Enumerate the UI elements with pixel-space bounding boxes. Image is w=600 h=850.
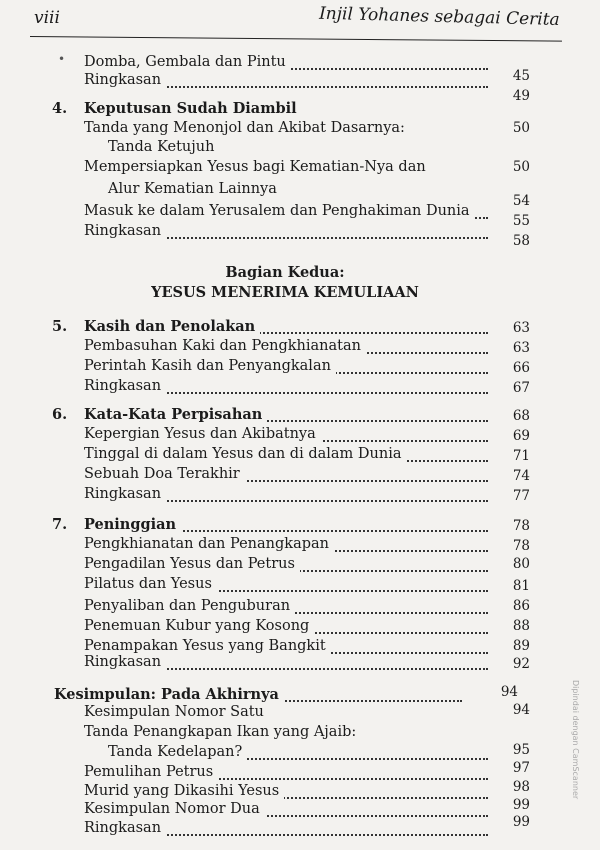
toc-entry: Penyaliban dan Penguburan 86 — [84, 598, 530, 614]
toc-entry: Pengadilan Yesus dan Petrus 80 — [84, 556, 530, 572]
page-numeral: viii — [34, 8, 60, 28]
toc-entry: Perintah Kasih dan Penyangkalan 66 — [84, 358, 530, 376]
toc-entry: Tanda Penangkapan Ikan yang Ajaib: — [84, 724, 530, 744]
chapter-title: Kasih dan Penolakan 63 — [84, 318, 530, 336]
toc-entry: Masuk ke dalam Yerusalem dan Penghakiman Dunia 55 — [84, 203, 530, 229]
header-rule — [30, 36, 562, 42]
running-title: Injil Yohanes sebagai Cerita — [319, 3, 561, 30]
toc-entry: Alur Kematian Lainnya 54 — [108, 181, 530, 209]
toc-entry: Sebuah Doa Terakhir 74 — [84, 466, 530, 484]
toc-entry: Tinggal di dalam Yesus dan di dalam Dunia 71 — [84, 446, 530, 464]
toc-entry: Ringkasan 77 — [84, 486, 530, 504]
chapter-number: 5. — [52, 318, 68, 335]
chapter-title: Keputusan Sudah Diambil — [84, 100, 530, 120]
toc-entry: Ringkasan 67 — [84, 378, 530, 396]
toc-entry: Ringkasan 99 — [84, 814, 530, 836]
toc-entry: Penemuan Kubur yang Kosong 88 — [84, 618, 530, 634]
toc-entry: Kepergian Yesus dan Akibatnya 69 — [84, 426, 530, 444]
toc-entry: Pilatus dan Yesus 81 — [84, 576, 530, 594]
toc-entry: Tanda Kedelapan? 95 — [108, 742, 530, 760]
chapter-number: 7. — [52, 516, 68, 533]
toc-entry: Kesimpulan Nomor Dua 99 — [84, 797, 530, 817]
conclusion-title: Kesimpulan: Pada Akhirnya 94 — [54, 684, 518, 703]
chapter-number: 4. — [52, 100, 68, 117]
part-label: Bagian Kedua: — [225, 264, 345, 281]
chapter-title: Kata-Kata Perpisahan 68 — [84, 406, 530, 424]
scanner-watermark: Dipindai dengan CamScanner — [571, 680, 580, 800]
chapter-title: Peninggian 78 — [84, 516, 530, 534]
toc-entry: Ringkasan 49 — [84, 72, 530, 104]
toc-entry: Mempersiapkan Yesus bagi Kematian-Nya dan 50 — [84, 159, 530, 175]
toc-entry: Tanda Ketujuh — [108, 139, 530, 159]
toc-entry: Domba, Gembala dan Pintu 45 — [84, 54, 530, 84]
toc-entry: Pengkhianatan dan Penangkapan 78 — [84, 536, 530, 554]
page-header — [34, 3, 561, 32]
toc-entry: Pembasuhan Kaki dan Pengkhianatan 63 — [84, 338, 530, 356]
part-title: YESUS MENERIMA KEMULIAAN — [151, 284, 419, 301]
toc-entry: Tanda yang Menonjol dan Akibat Dasarnya: 50 — [84, 120, 530, 136]
toc-entry: Ringkasan 92 — [84, 654, 530, 672]
toc-entry: Kesimpulan Nomor Satu 94 — [84, 702, 530, 720]
bullet-mark: • — [58, 52, 66, 66]
toc-entry: Murid yang Dikasihi Yesus 98 — [84, 779, 530, 799]
toc-entry: Ringkasan 58 — [84, 223, 530, 249]
toc-entry: Penampakan Yesus yang Bangkit 89 — [84, 638, 530, 654]
toc-entry: Pemulihan Petrus 97 — [84, 760, 530, 780]
chapter-number: 6. — [52, 406, 68, 423]
